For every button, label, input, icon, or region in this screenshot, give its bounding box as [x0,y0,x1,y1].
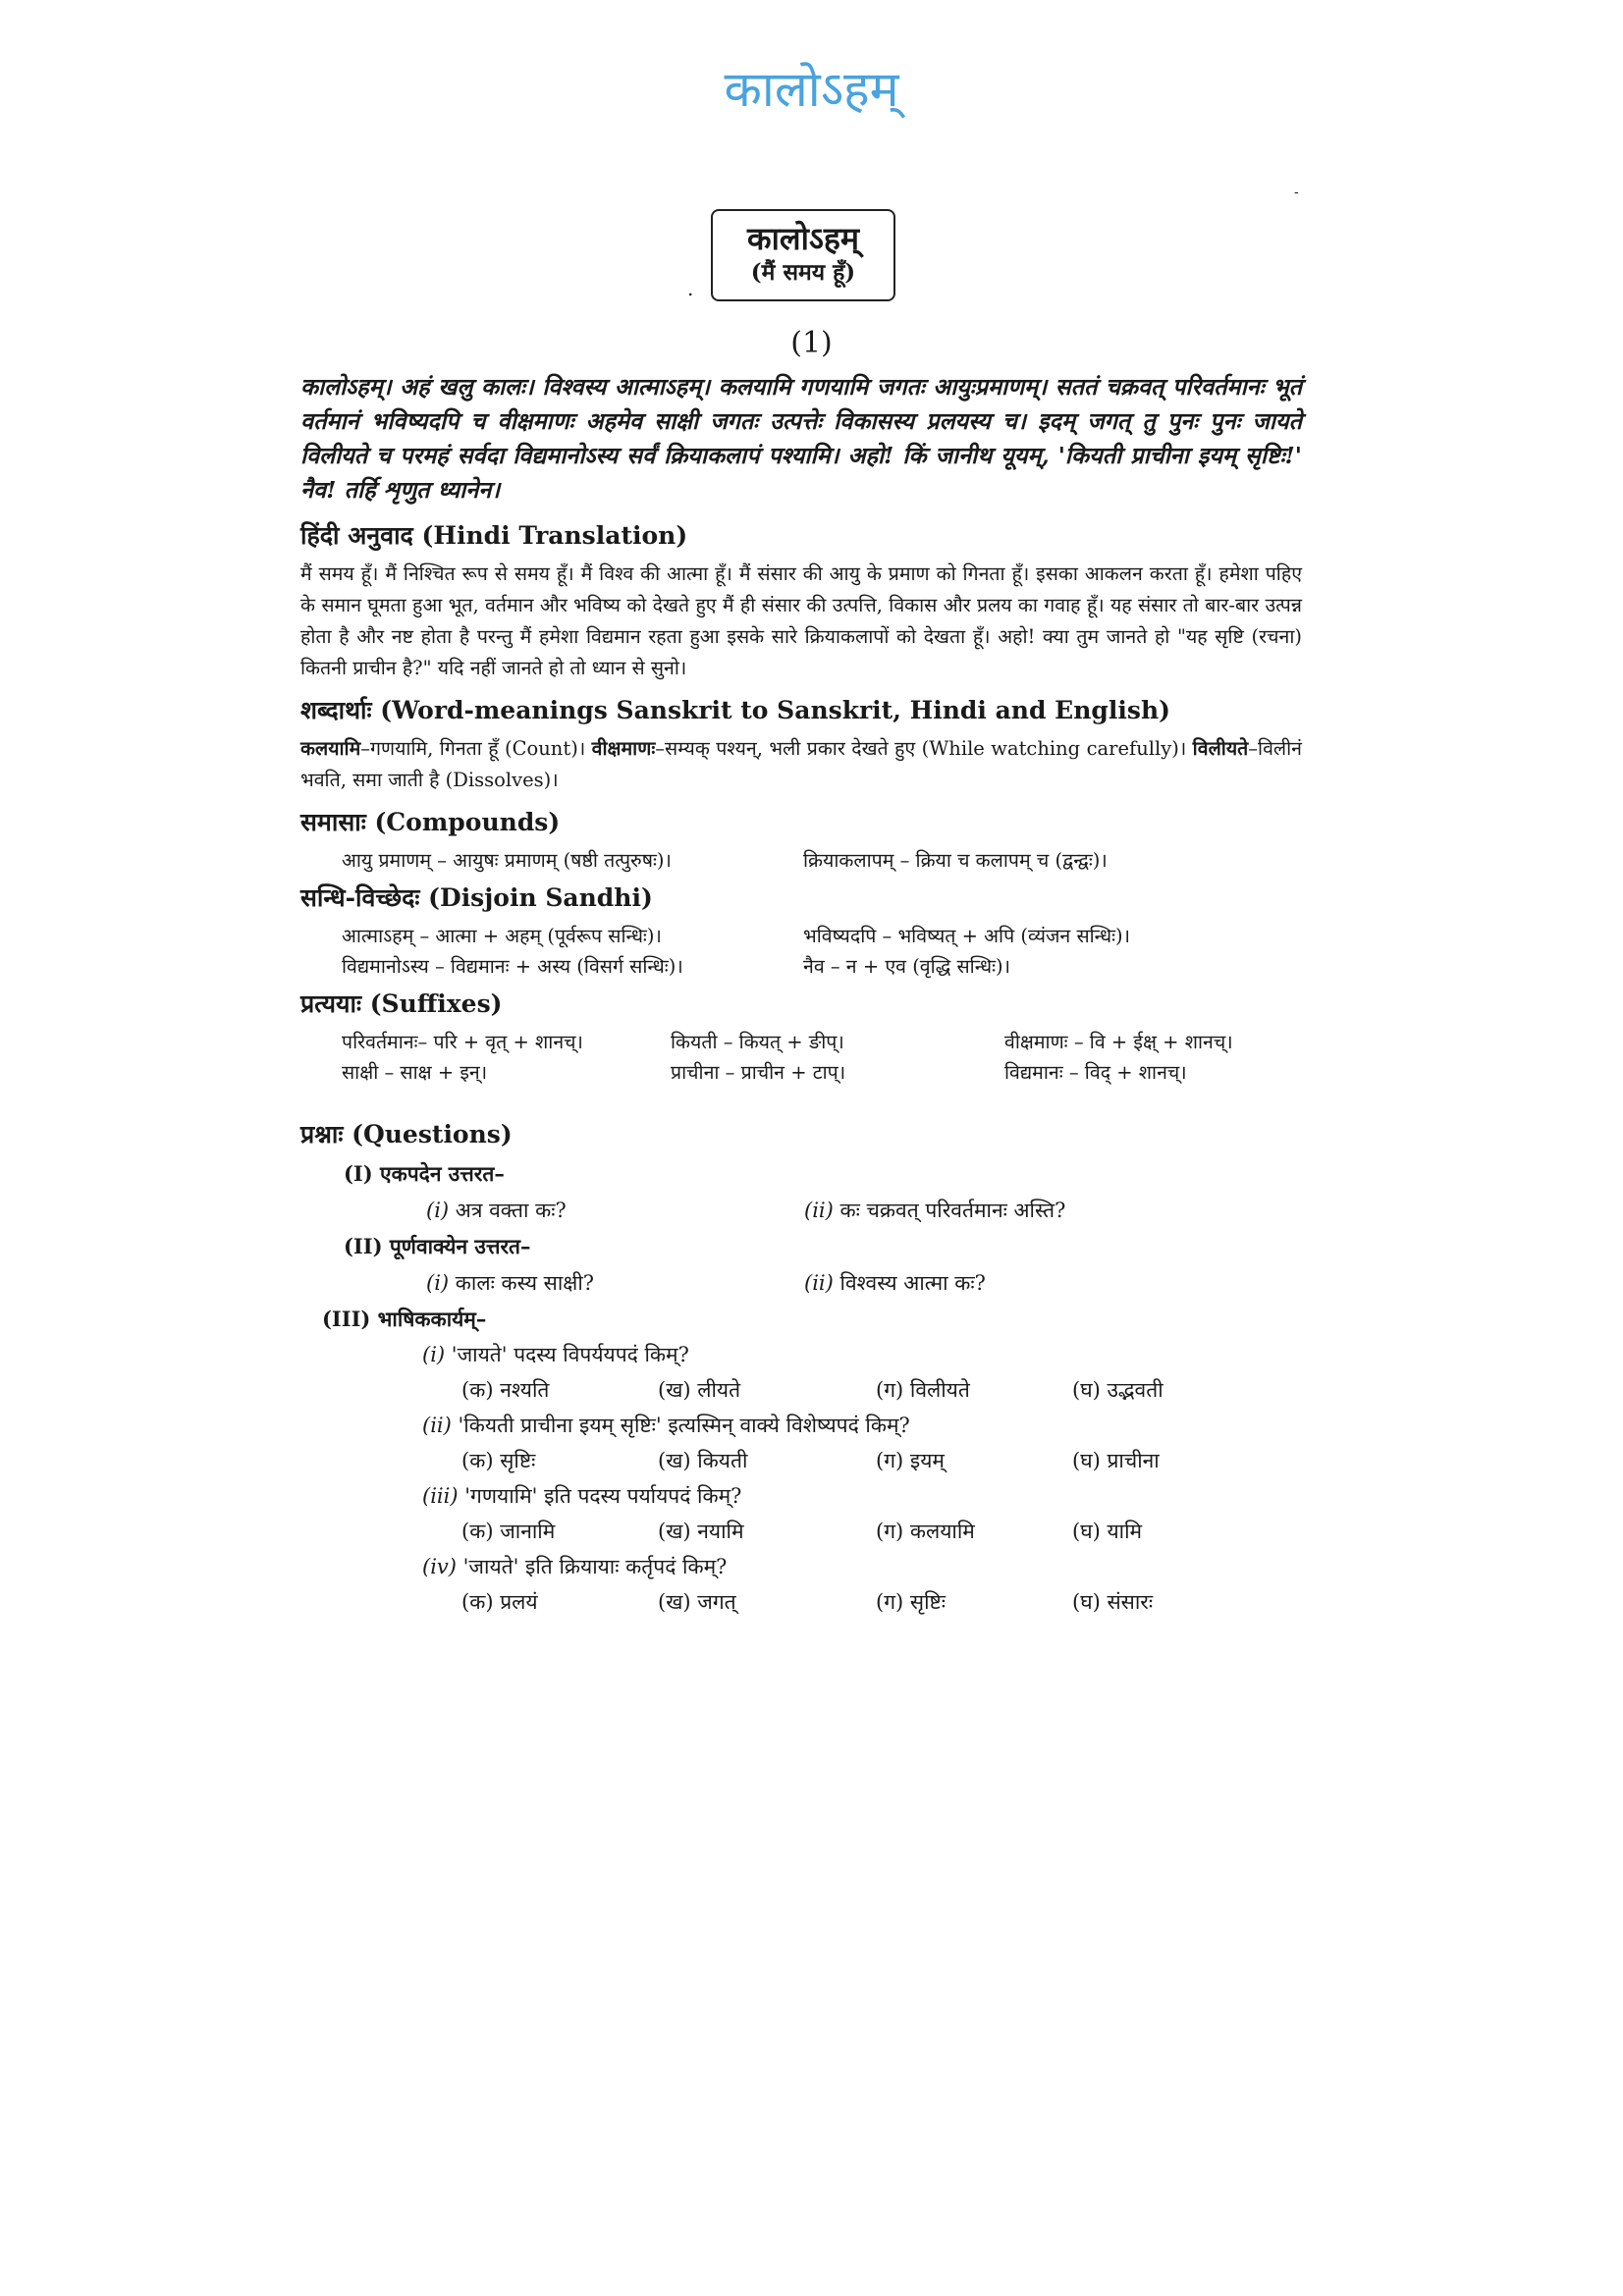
option-d: (घ) प्राचीना [1072,1449,1160,1472]
mcq-options [461,1372,1302,1408]
sandhi-row [300,921,1302,951]
meaning: –विलीनं भवति, समा जाती है (Dissolves)। [300,737,1303,791]
question-item [426,1264,804,1302]
option-a: (क) सृष्टिः [461,1449,536,1472]
meaning: –गणयामि, गिनता हूँ (Count)। [360,737,586,760]
sandhi-heading: सन्धि-विच्छेदः (Disjoin Sandhi) [300,883,653,912]
chapter-title-box [711,209,895,301]
question-text: 'गणयामि' इति पदस्य पर्यायपदं किम्? [464,1484,742,1508]
word: कलयामि [300,737,361,760]
stray-mark: - [1294,185,1299,200]
option-d: (घ) संसारः [1072,1590,1154,1614]
suffix-row [300,1057,1302,1088]
question-number: (ii) [804,1271,834,1295]
question-text: 'कियती प्राचीना इयम् सृष्टिः' इत्यस्मिन् वाक्ये विशेष्यपदं किम्? [458,1414,910,1437]
translation-heading: हिंदी अनुवाद (Hindi Translation) [300,521,688,550]
passage-number: (1) [790,326,833,360]
question-section-3: (III) भाषिककार्यम्– [322,1307,487,1331]
word: विलीयते [1192,737,1249,760]
sanskrit-verse: कालोऽहम्। अहं खलु कालः। विश्वस्य आत्माऽहम्। कलयामि गणयामि जगतः आयुःप्रमाणम्। सततं चक्रवत् परिवर्तमानः भूतं वर्तमानं भविष्यदपि च वीक्षमाणः अहमेव साक्षी जगतः उत्पत्तेः विकासस्य प्रलयस्य च। इदम् जगत् तु पुनः पुनः जायते विलीयते च परमहं सर्वदा विद्यमानोऽस्य सर्वं क्रियाकलापं पश्यामि। अहो! किं जानीथ यूयम्, 'कियती प्राचीना इयम् सृष्टिः!' नैव! तर्हि शृणुत ध्यानेन। [300,373,1302,504]
compound-item: क्रियाकलापम् – क्रिया च कलापम् च (द्वन्द्वः)। [803,849,1108,872]
mcq-options [461,1514,1302,1549]
suffix-item: परिवर्तमानः– परि + वृत् + शानच्। [342,1031,583,1053]
option-b: (ख) जगत् [658,1590,736,1614]
sandhi-item: भविष्यदपि – भविष्यत् + अपि (व्यंजन सन्धिः)। [803,925,1131,947]
option-a: (क) प्रलयं [461,1590,538,1614]
question-number: (i) [426,1199,450,1222]
page-title: कालोऽहम् [724,61,899,118]
question-number: (iii) [422,1484,459,1508]
question-section-2: (II) पूर्णवाक्येन उत्तरत– [344,1234,531,1258]
option-c: (ग) सृष्टिः [876,1590,947,1614]
option-b: (ख) कियती [658,1449,748,1472]
question-text: कः चक्रवत् परिवर्तमानः अस्ति? [839,1199,1066,1222]
question-row [426,1192,1302,1229]
mcq-question [422,1337,1302,1372]
suffix-item: कियती – कियत् + ङीप्। [671,1031,844,1053]
word: वीक्षमाणः [591,737,656,760]
sandhi-row [300,951,1302,982]
question-item [426,1192,804,1229]
question-text: 'जायते' पदस्य विपर्ययपदं किम्? [451,1343,689,1366]
sandhi-item: विद्यमानोऽस्य – विद्यमानः + अस्य (विसर्ग सन्धिः)। [342,955,683,978]
option-d: (घ) यामि [1072,1520,1143,1543]
option-c: (ग) इयम् [876,1449,945,1472]
mcq-question [422,1478,1302,1514]
option-a: (क) जानामि [461,1520,556,1543]
chapter-title: कालोऽहम् [747,220,859,257]
suffixes-heading: प्रत्ययाः (Suffixes) [300,989,503,1018]
stray-dot: . [687,277,694,300]
option-a: (क) नश्यति [461,1378,550,1402]
mcq-question [422,1549,1302,1584]
suffix-item: विद्यमानः – विद् + शानच्। [1004,1061,1187,1084]
question-section-1: (I) एकपदेन उत्तरत– [344,1161,505,1186]
option-d: (घ) उद्भवती [1072,1378,1163,1402]
sandhi-item: नैव – न + एव (वृद्धि सन्धिः)। [803,955,1011,978]
question-item [804,1264,986,1302]
suffix-item: साक्षी – साक्ष + इन्। [342,1061,488,1084]
word-meanings-text [300,733,1302,796]
suffix-item: वीक्षमाणः – वि + ईक्ष् + शानच्। [1004,1031,1233,1053]
chapter-subtitle: (मैं समय हूँ) [750,259,856,286]
question-text: 'जायते' इति क्रियायाः कर्तृपदं किम्? [462,1555,728,1578]
question-number: (ii) [422,1414,452,1437]
questions-heading: प्रश्नाः (Questions) [300,1120,513,1148]
question-number: (ii) [804,1199,834,1222]
question-text: अत्र वक्ता कः? [455,1199,567,1222]
option-b: (ख) लीयते [658,1378,741,1402]
option-c: (ग) विलीयते [876,1378,970,1402]
meaning: –सम्यक् पश्यन्, भली प्रकार देखते हुए (While watching carefully)। [655,737,1187,760]
option-c: (ग) कलयामि [876,1520,975,1543]
compound-item: आयु प्रमाणम् – आयुषः प्रमाणम् (षष्ठी तत्पुरुषः)। [342,849,672,872]
question-number: (i) [426,1271,450,1295]
question-number: (i) [422,1343,446,1366]
mcq-question [422,1408,1302,1443]
question-item [804,1192,1065,1229]
question-row [426,1264,1302,1302]
word-meanings-heading: शब्दार्थाः (Word-meanings Sanskrit to Sanskrit, Hindi and English) [300,696,1170,724]
compounds-row [300,845,1302,876]
sandhi-item: आत्माऽहम् – आत्मा + अहम् (पूर्वरूप सन्धिः)। [342,925,662,947]
suffix-item: प्राचीना – प्राचीन + टाप्। [671,1061,846,1084]
question-text: कालः कस्य साक्षी? [455,1271,595,1295]
question-text: विश्वस्य आत्मा कः? [839,1271,986,1295]
main-content [300,370,1302,1620]
question-number: (iv) [422,1555,457,1578]
mcq-options [461,1584,1302,1620]
option-b: (ख) नयामि [658,1520,744,1543]
suffix-row [300,1027,1302,1057]
translation-text: मैं समय हूँ। मैं निश्चित रूप से समय हूँ। मैं विश्व की आत्मा हूँ। मैं संसार की आयु के प्रमाण को गिनता हूँ। इसका आकलन करता हूँ। हमेशा पहिए के समान घूमता हुआ भूत, वर्तमान और भविष्य को देखते हुए मैं ही संसार की उत्पत्ति, विकास और प्रलय का गवाह हूँ। यह संसार तो बार-बार उत्पन्न होता है और नष्ट होता है परन्तु मैं हमेशा विद्यमान रहता हुआ इसके सारे क्रियाकलापों को देखता हूँ। अहो! क्या तुम जानते हो "यह सृष्टि (रचना) कितनी प्राचीन है?" यदि नहीं जानते हो तो ध्यान से सुनो। [300,562,1302,679]
compounds-heading: समासाः (Compounds) [300,808,561,836]
mcq-options [461,1443,1302,1478]
